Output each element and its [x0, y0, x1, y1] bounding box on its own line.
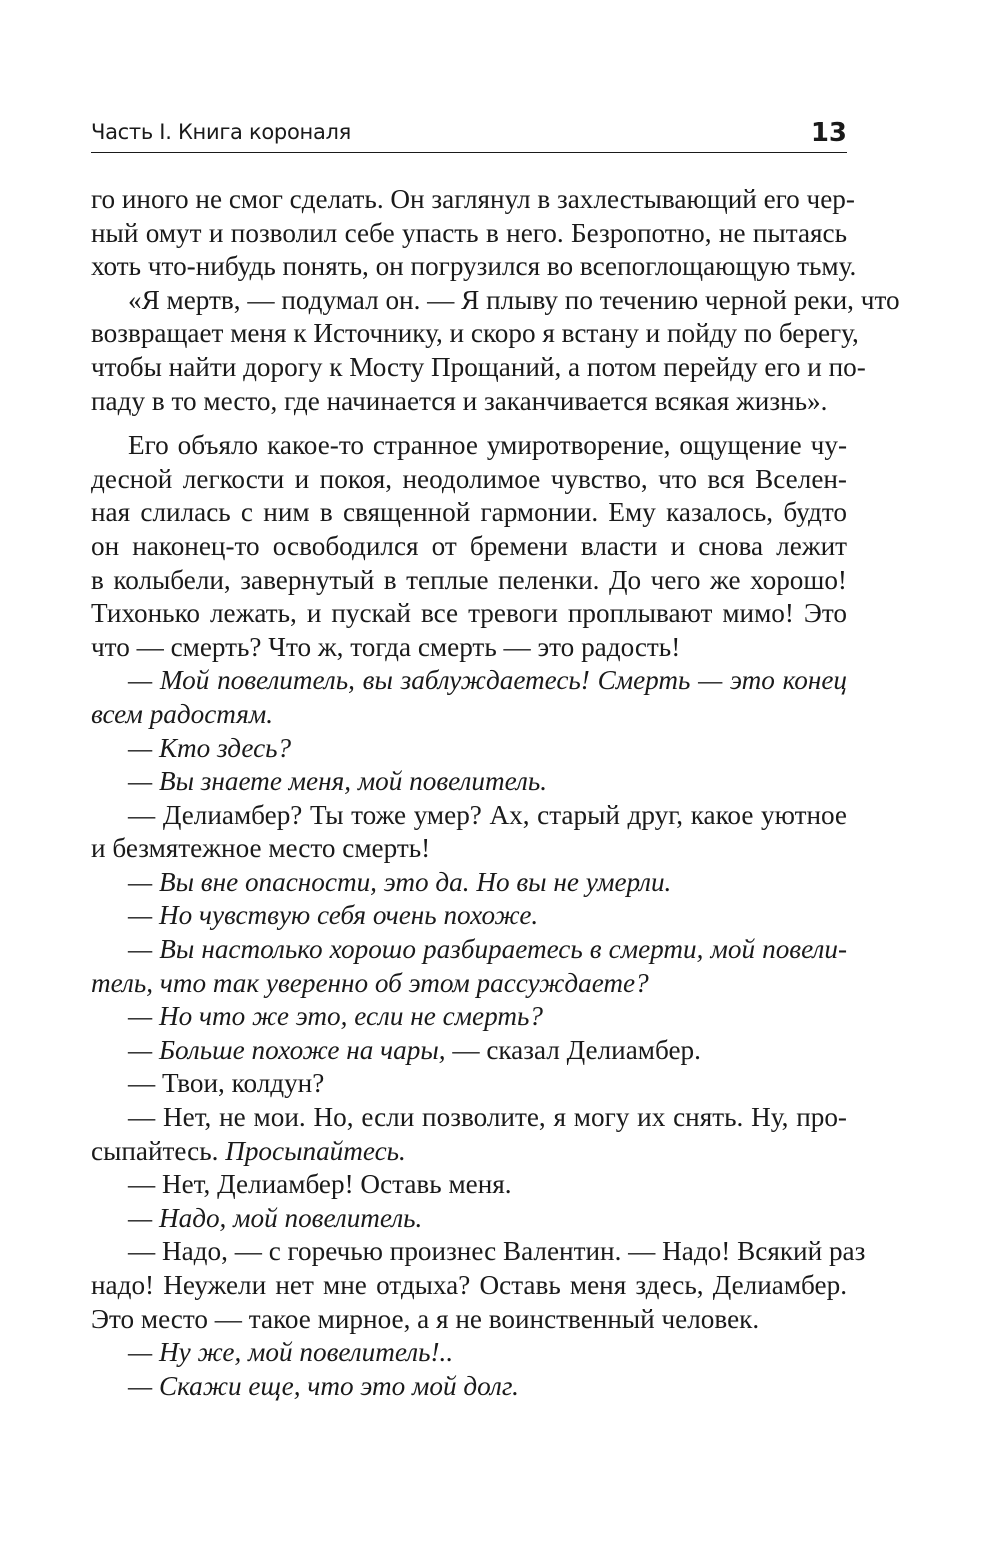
italic-text: — Вы знаете меня, мой повелитель. [128, 766, 548, 797]
text-line [91, 1034, 847, 1068]
text-line [91, 1000, 847, 1034]
text-run: Его объяло какое-то странное умиротворение, ощущение чу- [128, 430, 847, 461]
paragraph [91, 899, 847, 933]
running-head [91, 118, 847, 153]
italic-text: — Больше похоже на чары, [128, 1034, 446, 1065]
paragraph [91, 1235, 866, 1336]
italic-text: — Вы настолько хорошо разбираетесь в смерти, мой повели- [128, 934, 847, 965]
text-line [91, 429, 847, 463]
paragraph [91, 1101, 847, 1168]
text-line [91, 1303, 847, 1337]
italic-text: — Но что же это, если не смерть? [128, 1001, 543, 1032]
text-run: — Нет, не мои. Но, если позволите, я могу их снять. Ну, про- [128, 1102, 847, 1133]
text-run: сыпайтесь. [91, 1135, 226, 1166]
text-line [91, 1269, 847, 1303]
text-run: чтобы найти дорогу к Мосту Прощаний, а потом перейду его и по- [91, 351, 866, 382]
text-run: — сказал Делиамбер. [445, 1034, 701, 1065]
italic-text: — Мой повелитель, вы заблуждаетесь! Смерть — это конец [128, 665, 847, 696]
paragraph [91, 732, 847, 766]
text-line [91, 832, 847, 866]
text-line [91, 799, 847, 833]
paragraph [91, 1034, 847, 1068]
text-line [91, 496, 847, 530]
text-run: возвращает меня к Источнику, и скоро я встану и пойду по берегу, [91, 318, 859, 349]
paragraph [91, 1000, 847, 1034]
text-line [91, 765, 847, 799]
text-line [91, 1370, 847, 1404]
paragraph [91, 866, 847, 900]
italic-text: тель, что так уверенно об этом рассуждаете? [91, 967, 649, 998]
text-line [91, 1336, 847, 1370]
paragraph [91, 284, 900, 418]
text-line [91, 183, 855, 217]
text-line [91, 1235, 866, 1269]
text-run: ный омут и позволил себе упасть в него. Безропотно, не пытаясь [91, 217, 847, 248]
paragraph [91, 664, 847, 731]
italic-text: — Кто здесь? [128, 732, 292, 763]
text-run: Тихонько лежать, и пускай все тревоги проплывают мимо! Это [91, 598, 847, 629]
italic-text: Просыпайтесь. [225, 1135, 406, 1166]
text-line [91, 664, 847, 698]
text-line [91, 933, 847, 967]
text-run: десной легкости и покоя, неодолимое чувство, что вся Вселен- [91, 463, 847, 494]
text-run: «Я мертв, — подумал он. — Я плыву по течению черной реки, что [128, 284, 900, 315]
text-run: ная слилась с ним в священной гармонии. Ему казалось, будто [91, 497, 847, 528]
text-run: го иного не смог сделать. Он заглянул в захлестывающий его чер- [91, 184, 855, 214]
body-text [91, 183, 900, 1403]
text-run: — Делиамбер? Ты тоже умер? Ах, старый друг, какое уютное [128, 799, 847, 830]
text-run: Это место — такое мирное, а я не воинственный человек. [91, 1303, 760, 1334]
italic-text: — Ну же, мой повелитель!.. [128, 1337, 454, 1368]
paragraph [91, 799, 847, 866]
text-line [91, 698, 847, 732]
italic-text: — Скажи еще, что это мой долг. [128, 1370, 519, 1401]
italic-text: всем радостям. [91, 698, 274, 729]
page-number: 13 [810, 118, 847, 148]
italic-text: — Вы вне опасности, это да. Но вы не умерли. [128, 866, 672, 897]
paragraph [91, 1336, 847, 1370]
text-run: что — смерть? Что ж, тогда смерть — это радость! [91, 631, 681, 662]
text-run: и безмятежное место смерть! [91, 833, 431, 864]
text-run: он наконец-то освободился от бремени власти и снова лежит [91, 530, 847, 561]
text-run: — Нет, Делиамбер! Оставь меня. [128, 1169, 512, 1200]
text-line [91, 250, 857, 284]
text-line [91, 631, 847, 665]
text-run: — Надо, — с горечью произнес Валентин. — Надо! Всякий раз [128, 1236, 866, 1267]
text-line [91, 1101, 847, 1135]
text-line [91, 217, 847, 251]
paragraph [91, 933, 847, 1000]
paragraph [91, 1370, 847, 1404]
paragraph [91, 1067, 847, 1101]
text-line [91, 967, 847, 1001]
text-line [91, 351, 866, 385]
text-run: хоть что-нибудь понять, он погрузился во всепоглощающую тьму. [91, 251, 857, 282]
text-line [91, 463, 847, 497]
text-line [91, 866, 847, 900]
text-line [91, 899, 847, 933]
paragraph [91, 765, 847, 799]
running-head-title: Часть I. Книга короналя [91, 120, 351, 144]
paragraph [91, 1202, 847, 1236]
text-line [91, 530, 847, 564]
text-line [91, 597, 847, 631]
italic-text: — Но чувствую себя очень похоже. [128, 900, 539, 931]
text-line [91, 564, 847, 598]
italic-text: — Надо, мой повелитель. [128, 1202, 423, 1233]
text-line [91, 1202, 847, 1236]
text-line [91, 284, 900, 318]
text-line [91, 732, 847, 766]
text-run: — Твои, колдун? [128, 1068, 325, 1099]
text-run: паду в то место, где начинается и заканчивается всякая жизнь». [91, 385, 828, 416]
text-line [91, 317, 859, 351]
text-line [91, 385, 847, 419]
text-run: в колыбели, завернутый в теплые пеленки. До чего же хорошо! [91, 564, 847, 595]
text-line [91, 1067, 847, 1101]
paragraph [91, 429, 847, 664]
text-line [91, 1135, 847, 1169]
text-run: надо! Неужели нет мне отдыха? Оставь меня здесь, Делиамбер. [91, 1270, 847, 1300]
paragraph [91, 1168, 847, 1202]
paragraph [91, 183, 857, 284]
text-line [91, 1168, 847, 1202]
